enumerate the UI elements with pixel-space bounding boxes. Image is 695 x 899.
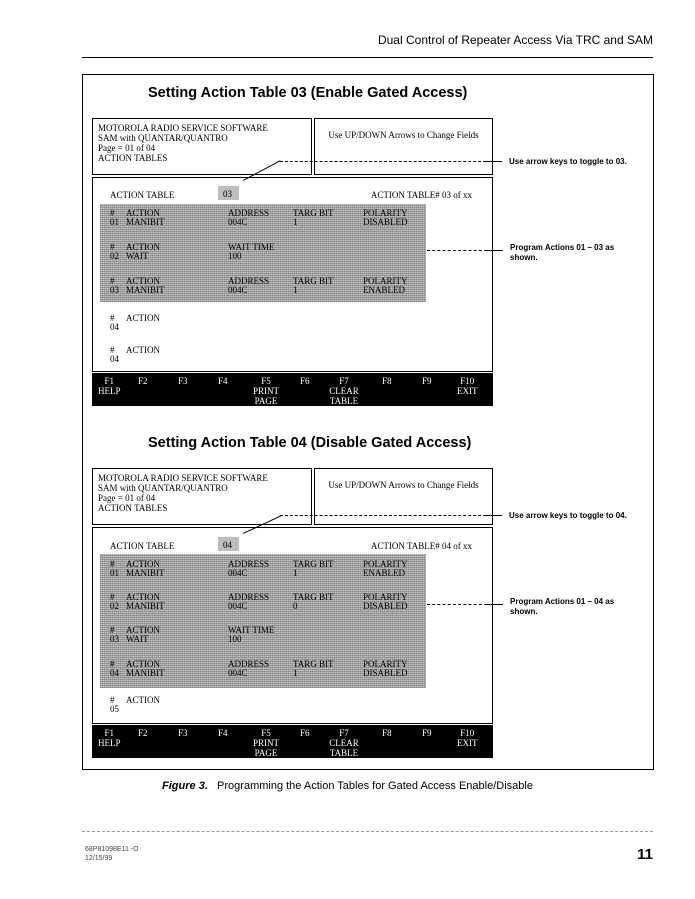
prompt-text: Use UP/DOWN Arrows to Change Fields bbox=[328, 130, 479, 140]
callout-leader bbox=[280, 161, 486, 162]
callout-leader bbox=[427, 250, 487, 251]
table-label: ACTION TABLE bbox=[110, 541, 175, 551]
callout-program: Program Actions 01 – 04 as shown. bbox=[510, 597, 615, 616]
row-num: 04 bbox=[110, 322, 119, 332]
row-hash: # bbox=[110, 592, 115, 602]
row-action: MANIBIT bbox=[126, 217, 165, 227]
col4-header: TARG BIT bbox=[293, 208, 334, 218]
callout-leader bbox=[280, 515, 486, 516]
function-key-bar bbox=[92, 373, 493, 406]
callout-leader bbox=[427, 604, 487, 605]
section1-title: Setting Action Table 03 (Enable Gated Access) bbox=[148, 85, 468, 101]
row-hash: # bbox=[110, 559, 115, 569]
page-number: 11 bbox=[637, 846, 653, 863]
fkey-f6[interactable]: F6 bbox=[300, 728, 310, 738]
row-hash: # bbox=[110, 625, 115, 635]
row-action-header: ACTION bbox=[126, 625, 160, 635]
row-action-header: ACTION bbox=[126, 659, 160, 669]
table-number-value: 03 bbox=[223, 189, 232, 199]
figure-caption bbox=[0, 780, 695, 792]
col3-value: 004C bbox=[228, 217, 248, 227]
table-label: ACTION TABLE bbox=[110, 190, 175, 200]
callout-leader bbox=[487, 604, 503, 605]
callout-toggle: Use arrow keys to toggle to 04. bbox=[509, 511, 627, 520]
col5-value: DISABLED bbox=[363, 601, 408, 611]
row-num: 01 bbox=[110, 217, 119, 227]
page-header: Dual Control of Repeater Access Via TRC and SAM bbox=[377, 33, 653, 47]
col5-header: POLARITY bbox=[363, 659, 408, 669]
row-num: 01 bbox=[110, 568, 119, 578]
title-line: Page = 01 of 04 bbox=[98, 143, 156, 153]
row-hash: # bbox=[110, 345, 115, 355]
table-count: ACTION TABLE# 03 of xx bbox=[370, 190, 472, 200]
fkey-f3[interactable]: F3 bbox=[178, 376, 188, 386]
title-line: SAM with QUANTAR/QUANTRO bbox=[98, 483, 228, 493]
function-key-bar bbox=[92, 725, 493, 758]
col5-value: DISABLED bbox=[363, 668, 408, 678]
row-hash: # bbox=[110, 659, 115, 669]
col3-header: ADDRESS bbox=[228, 559, 270, 569]
callout-leader bbox=[486, 515, 502, 516]
row-action-header: ACTION bbox=[126, 559, 160, 569]
col3-value: 004C bbox=[228, 668, 248, 678]
figure-label: Figure 3. bbox=[162, 780, 208, 792]
col5-value: ENABLED bbox=[363, 568, 405, 578]
fkey-f1[interactable]: F1 HELP bbox=[98, 728, 121, 748]
row-hash: # bbox=[110, 242, 115, 252]
row-action-header: ACTION bbox=[126, 313, 160, 323]
col5-header: POLARITY bbox=[363, 592, 408, 602]
fkey-f2[interactable]: F2 bbox=[138, 376, 148, 386]
callout-leader bbox=[486, 161, 502, 162]
col4-value: 0 bbox=[293, 601, 298, 611]
row-action: MANIBIT bbox=[126, 601, 165, 611]
row-action-header: ACTION bbox=[126, 592, 160, 602]
row-action-header: ACTION bbox=[126, 242, 160, 252]
fkey-f4[interactable]: F4 bbox=[218, 728, 228, 738]
fkey-f5[interactable]: F5 PRINT PAGE bbox=[252, 376, 279, 406]
row-action-header: ACTION bbox=[126, 276, 160, 286]
col5-header: POLARITY bbox=[363, 276, 408, 286]
title-line: MOTOROLA RADIO SERVICE SOFTWARE bbox=[98, 473, 268, 483]
table-number-value: 04 bbox=[223, 540, 232, 550]
fkey-f2[interactable]: F2 bbox=[138, 728, 148, 738]
header-rule bbox=[82, 57, 653, 58]
table-box bbox=[92, 527, 493, 724]
fkey-f6[interactable]: F6 bbox=[300, 376, 310, 386]
col5-value: ENABLED bbox=[363, 285, 405, 295]
row-num: 02 bbox=[110, 251, 119, 261]
fkey-f3[interactable]: F3 bbox=[178, 728, 188, 738]
row-hash: # bbox=[110, 695, 115, 705]
title-line: ACTION TABLES bbox=[98, 153, 168, 163]
col3-header: WAIT TIME bbox=[228, 242, 275, 252]
figure-text: Programming the Action Tables for Gated Access Enable/Disable bbox=[217, 780, 533, 792]
col3-value: 004C bbox=[228, 285, 248, 295]
fkey-f9[interactable]: F9 bbox=[422, 728, 432, 738]
col3-value: 100 bbox=[228, 251, 242, 261]
table-box bbox=[92, 177, 493, 372]
row-action: WAIT bbox=[126, 251, 149, 261]
title-line: SAM with QUANTAR/QUANTRO bbox=[98, 133, 228, 143]
screen-2 bbox=[92, 468, 493, 760]
row-num: 03 bbox=[110, 634, 119, 644]
col3-header: ADDRESS bbox=[228, 659, 270, 669]
doc-date: 12/15/99 bbox=[85, 855, 113, 862]
col4-header: TARG BIT bbox=[293, 592, 334, 602]
table-count: ACTION TABLE# 04 of xx bbox=[370, 541, 472, 551]
fkey-f10[interactable]: F10 EXIT bbox=[457, 728, 478, 748]
row-num: 03 bbox=[110, 285, 119, 295]
row-action: MANIBIT bbox=[126, 285, 165, 295]
fkey-f10[interactable]: F10 EXIT bbox=[457, 376, 478, 396]
col3-header: ADDRESS bbox=[228, 276, 270, 286]
row-num: 04 bbox=[110, 354, 119, 364]
col5-value: DISABLED bbox=[363, 217, 408, 227]
col3-header: WAIT TIME bbox=[228, 625, 275, 635]
title-line: MOTOROLA RADIO SERVICE SOFTWARE bbox=[98, 123, 268, 133]
fkey-f9[interactable]: F9 bbox=[422, 376, 432, 386]
fkey-f8[interactable]: F8 bbox=[382, 728, 392, 738]
footer-rule bbox=[82, 831, 653, 832]
row-hash: # bbox=[110, 208, 115, 218]
col3-header: ADDRESS bbox=[228, 592, 270, 602]
title-line: ACTION TABLES bbox=[98, 503, 168, 513]
row-action: WAIT bbox=[126, 634, 149, 644]
col4-header: TARG BIT bbox=[293, 276, 334, 286]
col3-value: 100 bbox=[228, 634, 242, 644]
col3-header: ADDRESS bbox=[228, 208, 270, 218]
fkey-f7[interactable]: F7 CLEAR TABLE bbox=[329, 728, 359, 758]
fkey-f4[interactable]: F4 bbox=[218, 376, 228, 386]
row-num: 05 bbox=[110, 704, 119, 714]
fkey-f7[interactable]: F7 CLEAR TABLE bbox=[329, 376, 359, 406]
row-hash: # bbox=[110, 276, 115, 286]
section2-title: Setting Action Table 04 (Disable Gated Access) bbox=[148, 435, 472, 451]
col4-value: 1 bbox=[293, 285, 298, 295]
col5-header: POLARITY bbox=[363, 208, 408, 218]
row-hash: # bbox=[110, 313, 115, 323]
callout-toggle: Use arrow keys to toggle to 03. bbox=[509, 157, 627, 166]
row-action-header: ACTION bbox=[126, 208, 160, 218]
col4-value: 1 bbox=[293, 217, 298, 227]
col3-value: 004C bbox=[228, 568, 248, 578]
prompt-box bbox=[314, 468, 493, 525]
col4-header: TARG BIT bbox=[293, 659, 334, 669]
col4-value: 1 bbox=[293, 568, 298, 578]
fkey-f8[interactable]: F8 bbox=[382, 376, 392, 386]
prompt-box bbox=[314, 118, 493, 175]
col4-value: 1 bbox=[293, 668, 298, 678]
row-action-header: ACTION bbox=[126, 695, 160, 705]
prompt-text: Use UP/DOWN Arrows to Change Fields bbox=[328, 480, 479, 490]
row-action: MANIBIT bbox=[126, 568, 165, 578]
fkey-f1[interactable]: F1 HELP bbox=[98, 376, 121, 396]
doc-number: 68P81098E11 -O bbox=[85, 846, 139, 853]
callout-leader bbox=[487, 250, 503, 251]
col3-value: 004C bbox=[228, 601, 248, 611]
title-line: Page = 01 of 04 bbox=[98, 493, 156, 503]
col4-header: TARG BIT bbox=[293, 559, 334, 569]
fkey-f5[interactable]: F5 PRINT PAGE bbox=[252, 728, 279, 758]
title-box bbox=[92, 118, 312, 175]
row-num: 04 bbox=[110, 668, 119, 678]
row-num: 02 bbox=[110, 601, 119, 611]
col5-header: POLARITY bbox=[363, 559, 408, 569]
row-action-header: ACTION bbox=[126, 345, 160, 355]
callout-program: Program Actions 01 – 03 as shown. bbox=[510, 243, 615, 262]
row-action: MANIBIT bbox=[126, 668, 165, 678]
